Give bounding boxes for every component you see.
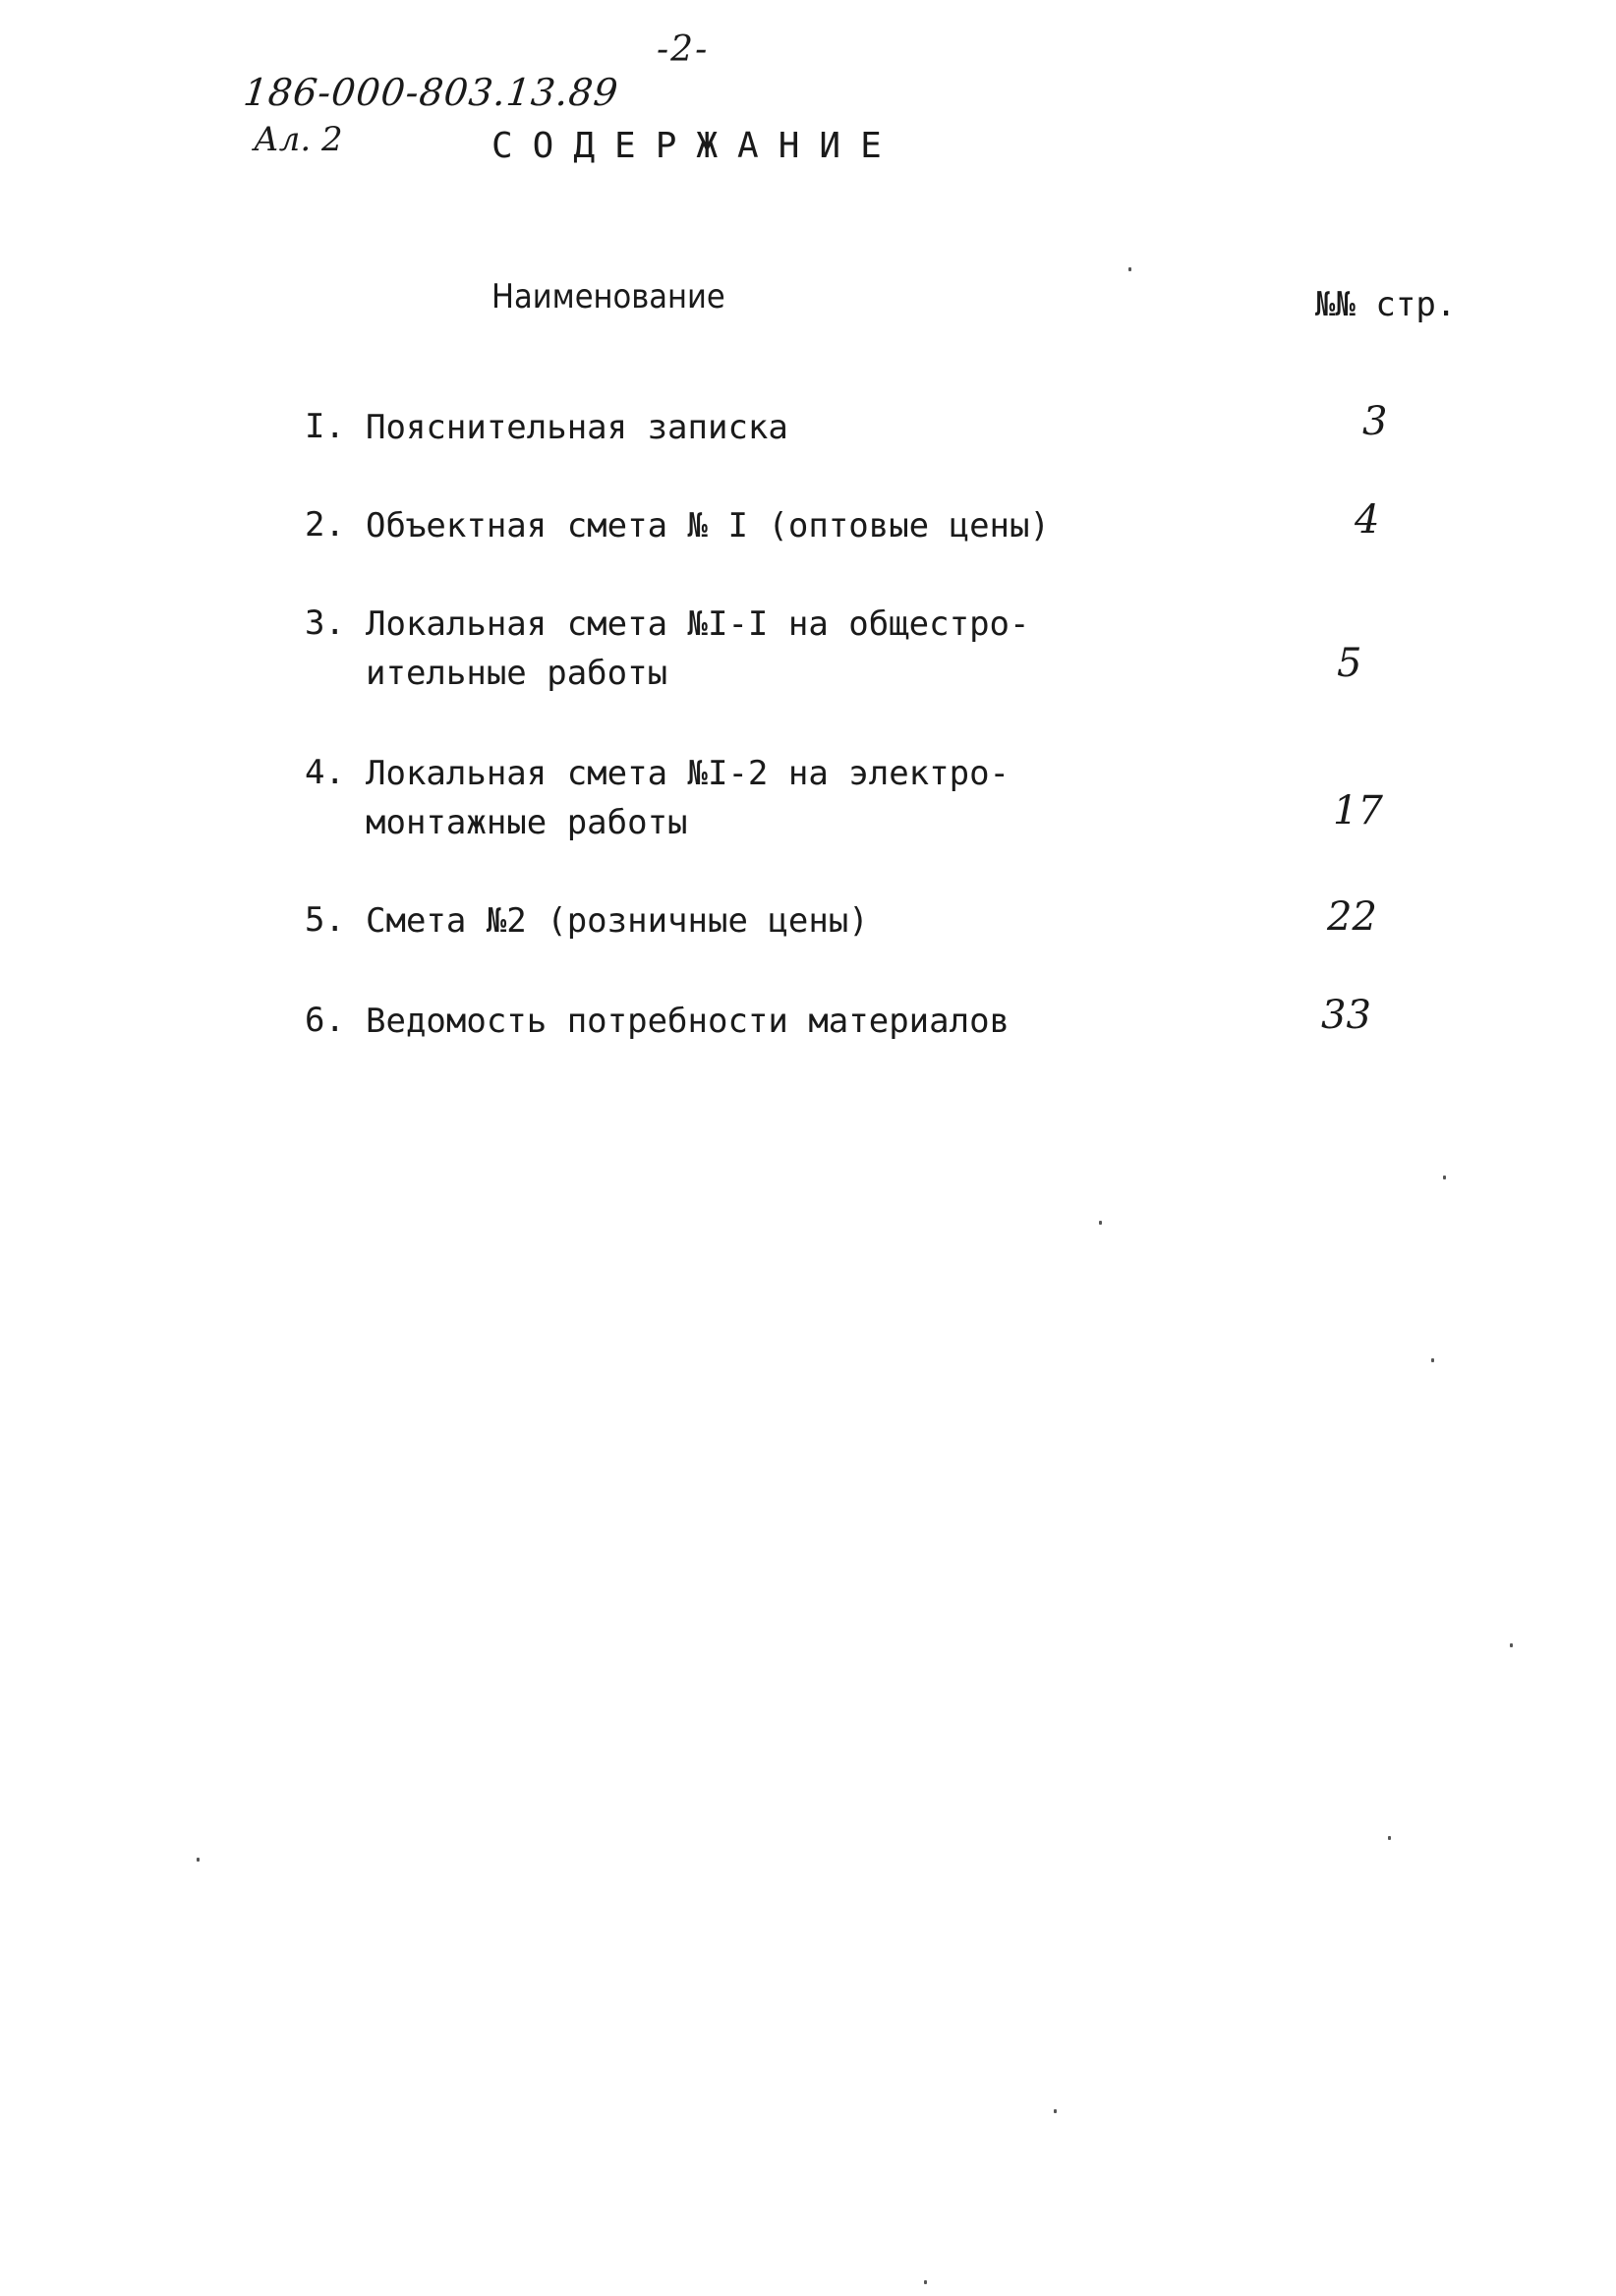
toc-entry-page: 3 xyxy=(1362,399,1388,444)
toc-entry-title: Пояснительная записка xyxy=(366,408,788,447)
column-header-page: №№ стр. xyxy=(1315,285,1457,324)
toc-entry-title-line2: монтажные работы xyxy=(366,803,688,842)
scan-speck xyxy=(924,2280,927,2284)
toc-entry-title: Объектная смета № I (оптовые цены) xyxy=(366,506,1050,545)
toc-entry-title-line1: Локальная смета №I-2 на электро- xyxy=(366,754,1010,793)
toc-entry-number: 3. xyxy=(305,603,345,643)
toc-entry-page: 22 xyxy=(1327,894,1377,940)
page-number: -2- xyxy=(657,29,710,70)
scan-speck xyxy=(1099,1221,1102,1225)
toc-entry-page: 17 xyxy=(1333,788,1383,833)
scan-speck xyxy=(1128,267,1131,271)
page-title: СОДЕРЖАНИЕ xyxy=(491,126,901,166)
document-code: 186-000-803.13.89 xyxy=(241,71,621,114)
scan-speck xyxy=(1388,1836,1391,1840)
sheet-label: Ал. 2 xyxy=(254,120,343,159)
scan-speck xyxy=(1510,1643,1513,1647)
toc-entry-title-line1: Локальная смета №I-I на общестро- xyxy=(366,604,1030,644)
toc-entry-title: Ведомость потребности материалов xyxy=(366,1002,1010,1041)
toc-entry-number: 5. xyxy=(305,900,345,940)
toc-entry-page: 4 xyxy=(1355,497,1380,543)
toc-entry-number: 4. xyxy=(305,753,345,792)
scan-speck xyxy=(1431,1358,1434,1362)
toc-entry-title: Смета №2 (розничные цены) xyxy=(366,901,869,941)
scan-speck xyxy=(1054,2109,1057,2113)
toc-entry-number: I. xyxy=(305,407,345,446)
toc-entry-number: 6. xyxy=(305,1001,345,1040)
toc-entry-page: 5 xyxy=(1337,641,1362,686)
scan-speck xyxy=(197,1858,200,1862)
toc-entry-title-line2: ительные работы xyxy=(366,654,668,693)
column-header-name: Наименование xyxy=(491,277,725,316)
toc-entry-number: 2. xyxy=(305,505,345,545)
scan-speck xyxy=(1443,1176,1446,1179)
toc-entry-page: 33 xyxy=(1321,993,1371,1038)
